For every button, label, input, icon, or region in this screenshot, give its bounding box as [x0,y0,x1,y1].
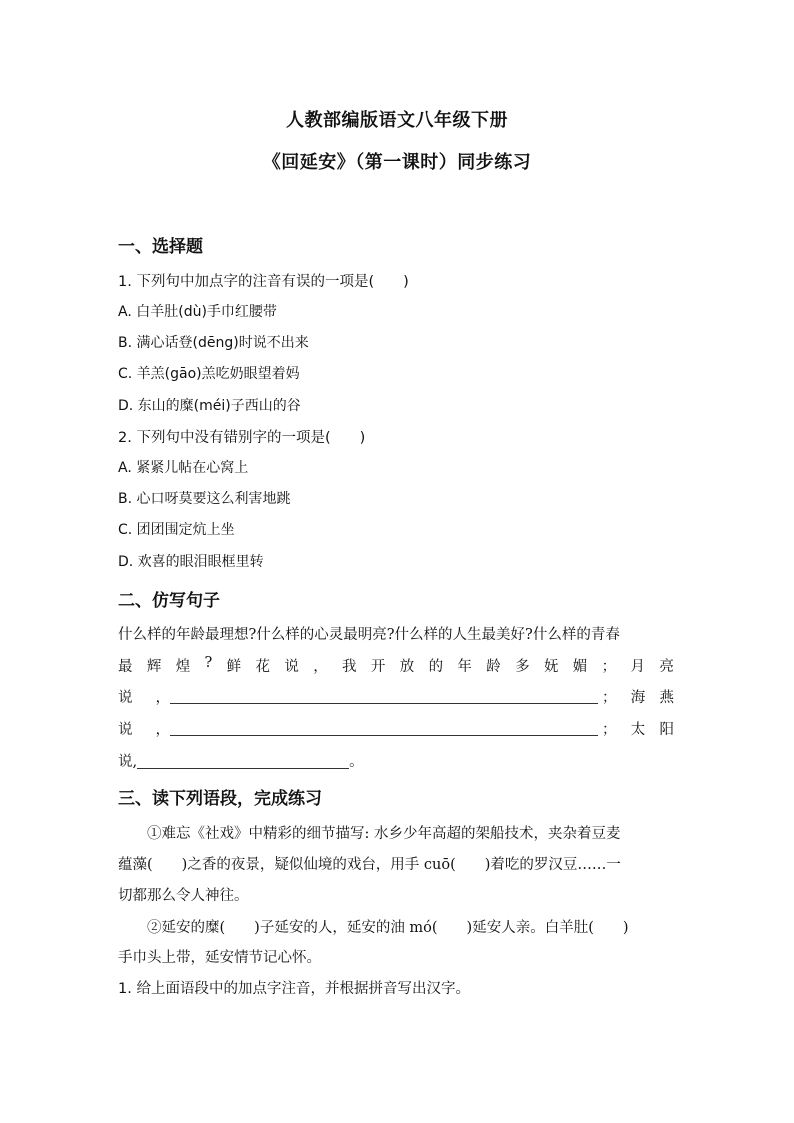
prompt-char: 年 [457,659,472,675]
prompt-char: 月 [630,659,645,675]
row-end: 。 [349,754,364,770]
document-title: 人教部编版语文八年级下册 [286,110,508,131]
prompt-char: 龄 [486,659,501,675]
q1-option-a: A. 白羊肚(dù)手巾红腰带 [118,304,277,320]
row-tail-char: 燕 [659,690,674,706]
prompt-char: 说 [284,659,299,675]
reading-task-1: 1. 给上面语段中的加点字注音，并根据拼音写出汉字。 [118,981,470,997]
section-heading-reading: 三、读下列语段，完成练习 [118,789,322,809]
q2-option-a: A. 紧紧儿帖在心窝上 [118,460,249,476]
q2-option-b: B. 心口呀莫要这么利害地跳 [118,491,291,507]
imitation-row-moon [118,686,674,707]
row-tail-char: ； [602,690,617,706]
prompt-char: 鲜 [226,659,242,675]
passage-2-line-2: 手巾头上带，延安情节记心怀。 [118,950,321,966]
row-tail-char: 海 [630,690,646,706]
passage-1-line-2: 蕴藻( )之香的夜景，疑似仙境的戏台，用手 cuō( )着吃的罗汉豆……一 [118,857,621,873]
prompt-char: 最 [118,659,133,675]
prompt-char: ； [601,659,617,675]
question-2-stem: 2. 下列句中没有错别字的一项是( ) [118,430,366,446]
q2-option-c: C. 团团围定炕上坐 [118,522,235,538]
prompt-char: 亮 [659,659,674,675]
q1-option-c: C. 羊羔(gāo)羔吃奶眼望着妈 [118,366,300,382]
q1-option-b: B. 满心话登(dēng)时说不出来 [118,335,309,351]
answer-blank-sun[interactable] [137,754,349,769]
passage-2-line-1: ②延安的糜( )子延安的人，延安的油 mó( )延安人亲。白羊肚( ) [147,920,629,936]
row-label-char: ， [155,690,170,706]
row-tail-char: 阳 [659,722,674,738]
answer-blank-moon[interactable] [170,689,598,704]
prompt-char: 辉 [146,659,162,675]
row-label: 说, [118,754,138,770]
row-tail-char: ； [602,722,617,738]
prompt-char: 开 [370,659,386,675]
prompt-char: 花 [255,659,270,675]
prompt-char: 多 [515,659,530,675]
prompt-char: 我 [342,659,357,675]
row-label-char: 说 [118,722,133,738]
row-label-char: ， [155,722,170,738]
document-subtitle: 《回延安》（第一课时）同步练习 [262,152,532,173]
prompt-char: ? [204,655,213,671]
prompt-char: ， [313,659,328,675]
passage-1-line-1: ①难忘《社戏》中精彩的细节描写: 水乡少年高超的架船技术，夹杂着豆麦 [147,826,621,842]
q1-option-d: D. 东山的糜(méi)子西山的谷 [118,398,301,414]
prompt-char: 煌 [175,659,191,675]
answer-blank-swallow[interactable] [170,721,598,736]
row-label-char: 说 [118,690,133,706]
section-heading-imitation: 二、仿写句子 [118,591,220,611]
prompt-char: 妩 [543,659,559,675]
passage-1-line-3: 切都那么令人神往。 [118,888,249,904]
imitation-row-swallow [118,718,674,739]
imitation-prompt-line-1: 什么样的年龄最理想?什么样的心灵最明亮?什么样的人生最美好?什么样的青春 [118,627,620,643]
question-1-stem: 1. 下列句中加点字的注音有误的一项是( ) [118,274,409,290]
section-heading-choice: 一、选择题 [118,237,203,257]
prompt-char: 放 [399,659,415,675]
prompt-char: 的 [428,659,444,675]
row-tail-char: 太 [630,722,646,738]
q2-option-d: D. 欢喜的眼泪眼框里转 [118,554,264,570]
imitation-prompt-line-2 [118,655,674,676]
prompt-char: 媚 [572,659,588,675]
imitation-row-sun [118,750,674,771]
